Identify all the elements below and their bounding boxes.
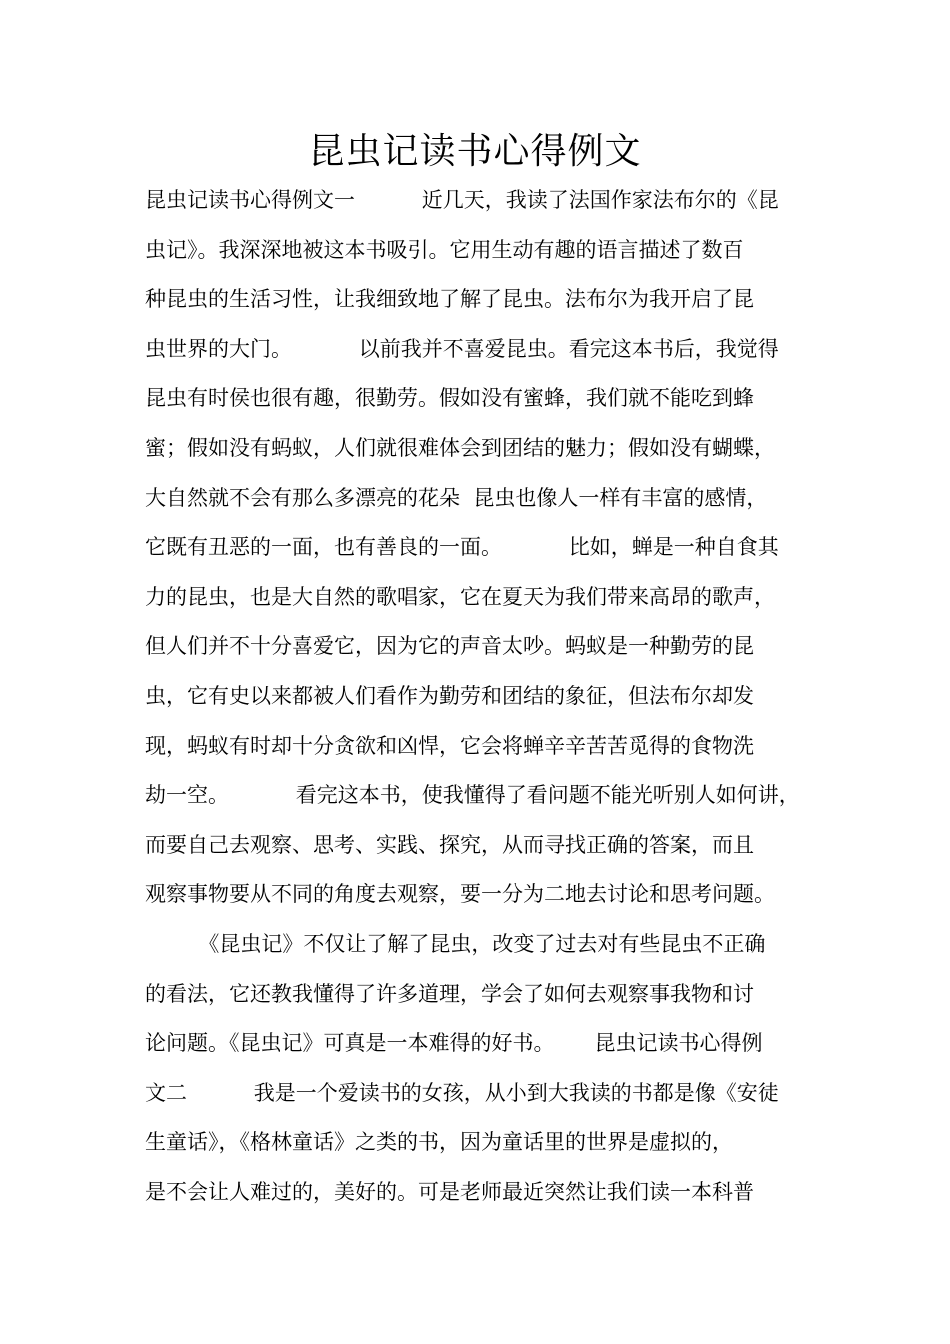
text-line: 论问题。《昆虫记》可真是一本难得的好书。 昆虫记读书心得例 bbox=[145, 1031, 763, 1056]
text-line: 蜜；假如没有蚂蚁，人们就很难体会到团结的魅力；假如没有蝴蝶， bbox=[145, 435, 775, 460]
text-line: 劫一空。 看完这本书，使我懂得了看问题不能光听别人如何讲， bbox=[145, 783, 800, 808]
text-line: 虫记》。我深深地被这本书吸引。它用生动有趣的语言描述了数百 bbox=[145, 237, 744, 262]
text-line: 力的昆虫，也是大自然的歌唱家，它在夏天为我们带来高昂的歌声， bbox=[145, 584, 775, 609]
text-line: 观察事物要从不同的角度去观察，要一分为二地去讨论和思考问题。 bbox=[145, 882, 775, 907]
text-line: 现，蚂蚁有时却十分贪欲和凶悍，它会将蝉辛辛苦苦觅得的食物洗 bbox=[145, 733, 754, 758]
text-line: 虫，它有史以来都被人们看作为勤劳和团结的象征，但法布尔却发 bbox=[145, 683, 754, 708]
text-line: 昆虫有时侯也很有趣，很勤劳。假如没有蜜蜂，我们就不能吃到蜂 bbox=[145, 386, 754, 411]
text-line: 是不会让人难过的，美好的。可是老师最近突然让我们读一本科普 bbox=[145, 1179, 754, 1204]
text-line: 但人们并不十分喜爱它，因为它的声音太吵。蚂蚁是一种勤劳的昆 bbox=[145, 634, 754, 659]
text-line: 生童话》，《格林童话》之类的书，因为童话里的世界是虚拟的， bbox=[145, 1130, 733, 1155]
text-line: 昆虫记读书心得例文一 近几天，我读了法国作家法布尔的《昆 bbox=[145, 188, 779, 212]
text-line: 种昆虫的生活习性，让我细致地了解了昆虫。法布尔为我开启了昆 bbox=[145, 287, 754, 312]
text-line: 《昆虫记》不仅让了解了昆虫，改变了过去对有些昆虫不正确 bbox=[145, 931, 766, 956]
text-line: 而要自己去观察、思考、实践、探究，从而寻找正确的答案，而且 bbox=[145, 832, 754, 857]
text-line: 的看法，它还教我懂得了许多道理，学会了如何去观察事我物和讨 bbox=[145, 981, 754, 1006]
text-line: 文二 我是一个爱读书的女孩，从小到大我读的书都是像《安徒 bbox=[145, 1080, 779, 1105]
text-line: 大自然就不会有那么多漂亮的花朵 昆虫也像人一样有丰富的感情， bbox=[145, 485, 768, 510]
text-line: 虫世界的大门。 以前我并不喜爱昆虫。看完这本书后，我觉得 bbox=[145, 336, 779, 361]
document-body bbox=[145, 182, 825, 1223]
text-line: 它既有丑恶的一面，也有善良的一面。 比如，蝉是一种自食其 bbox=[145, 535, 779, 560]
document-title: 昆虫记读书心得例文 bbox=[308, 131, 642, 172]
